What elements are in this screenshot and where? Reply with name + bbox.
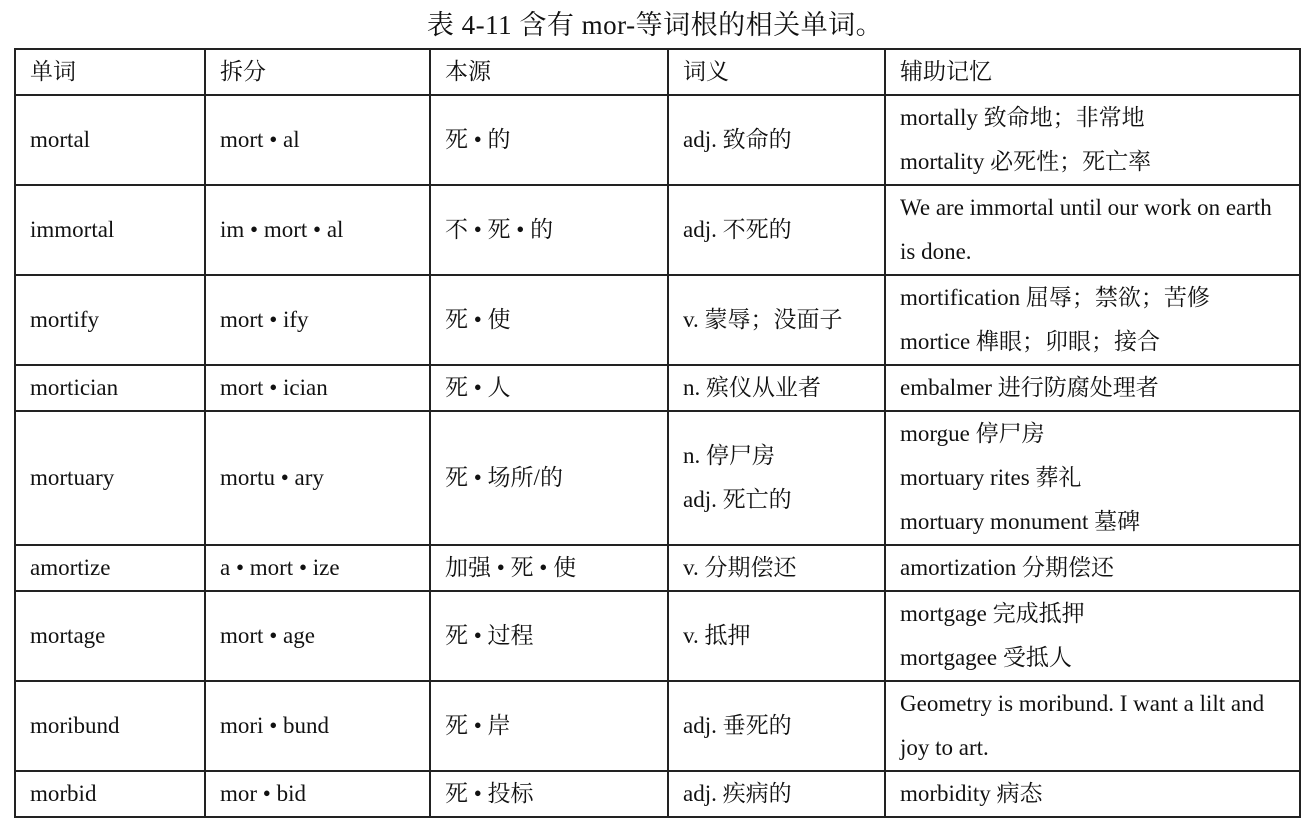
word-cell: mortify [15,275,205,365]
word-cell: amortize [15,545,205,591]
split-cell: mort • ify [205,275,430,365]
table-header-row [15,49,1300,95]
split-cell: im • mort • al [205,185,430,275]
table-row [15,185,1300,275]
word-cell: moribund [15,681,205,771]
split-cell: mort • al [205,95,430,185]
memory-line: morgue 停尸房 [900,421,1045,446]
memory-cell [885,771,1300,817]
meaning-cell [668,185,885,275]
memory-cell [885,545,1300,591]
table-row [15,411,1300,545]
word-cell: mortician [15,365,205,411]
header-origin: 本源 [430,49,668,95]
word-cell: mortal [15,95,205,185]
meaning-line: adj. 垂死的 [683,713,792,738]
meaning-line: v. 分期偿还 [683,555,797,580]
origin-cell: 死 • 的 [430,95,668,185]
header-memory: 辅助记忆 [885,49,1300,95]
memory-cell [885,591,1300,681]
meaning-cell [668,411,885,545]
memory-cell [885,275,1300,365]
word-cell: mortage [15,591,205,681]
memory-line: mortuary rites 葬礼 [900,465,1082,490]
memory-cell [885,95,1300,185]
origin-cell: 死 • 使 [430,275,668,365]
meaning-line: adj. 疾病的 [683,781,792,806]
split-cell: mortu • ary [205,411,430,545]
meaning-line: adj. 死亡的 [683,487,792,512]
origin-cell: 死 • 人 [430,365,668,411]
meaning-cell [668,95,885,185]
memory-line: mortality 必死性；死亡率 [900,149,1152,174]
memory-line: mortification 屈辱；禁欲；苦修 [900,285,1210,310]
memory-line: morbidity 病态 [900,781,1043,806]
table-row [15,545,1300,591]
split-cell: mor • bid [205,771,430,817]
table-row [15,591,1300,681]
word-cell: mortuary [15,411,205,545]
memory-cell [885,365,1300,411]
meaning-cell [668,591,885,681]
memory-cell [885,411,1300,545]
header-meaning: 词义 [668,49,885,95]
meaning-cell [668,365,885,411]
meaning-line: adj. 致命的 [683,127,792,152]
memory-line: mortgage 完成抵押 [900,601,1085,626]
header-split: 拆分 [205,49,430,95]
meaning-cell [668,771,885,817]
meaning-cell [668,681,885,771]
table-caption: 表 4-11 含有 mor-等词根的相关单词。 [426,10,884,40]
meaning-line: n. 停尸房 [683,443,775,468]
header-word: 单词 [15,49,205,95]
split-cell: mori • bund [205,681,430,771]
table-row [15,275,1300,365]
meaning-line: adj. 不死的 [683,217,792,242]
origin-cell: 死 • 过程 [430,591,668,681]
memory-line: mortally 致命地；非常地 [900,105,1145,130]
word-cell: morbid [15,771,205,817]
split-cell: mort • age [205,591,430,681]
memory-line: embalmer 进行防腐处理者 [900,375,1159,400]
memory-cell: Geometry is moribund. I want a lilt and joy to art. [885,681,1300,771]
memory-line: mortuary monument 墓碑 [900,509,1141,534]
origin-cell: 死 • 投标 [430,771,668,817]
origin-cell: 不 • 死 • 的 [430,185,668,275]
table-row [15,771,1300,817]
memory-line: amortization 分期偿还 [900,555,1114,580]
meaning-line: v. 蒙辱；没面子 [683,307,843,332]
split-cell: a • mort • ize [205,545,430,591]
word-cell: immortal [15,185,205,275]
meaning-line: n. 殡仪从业者 [683,375,821,400]
table-row [15,95,1300,185]
origin-cell: 死 • 岸 [430,681,668,771]
memory-line: mortice 榫眼；卯眼；接合 [900,329,1160,354]
table-row [15,365,1300,411]
origin-cell: 死 • 场所/的 [430,411,668,545]
vocabulary-table [14,48,1301,818]
origin-cell: 加强 • 死 • 使 [430,545,668,591]
meaning-cell [668,545,885,591]
split-cell: mort • ician [205,365,430,411]
table-row [15,681,1300,771]
meaning-cell [668,275,885,365]
memory-cell: We are immortal until our work on earth is done. [885,185,1300,275]
memory-line: mortgagee 受抵人 [900,645,1072,670]
meaning-line: v. 抵押 [683,623,751,648]
